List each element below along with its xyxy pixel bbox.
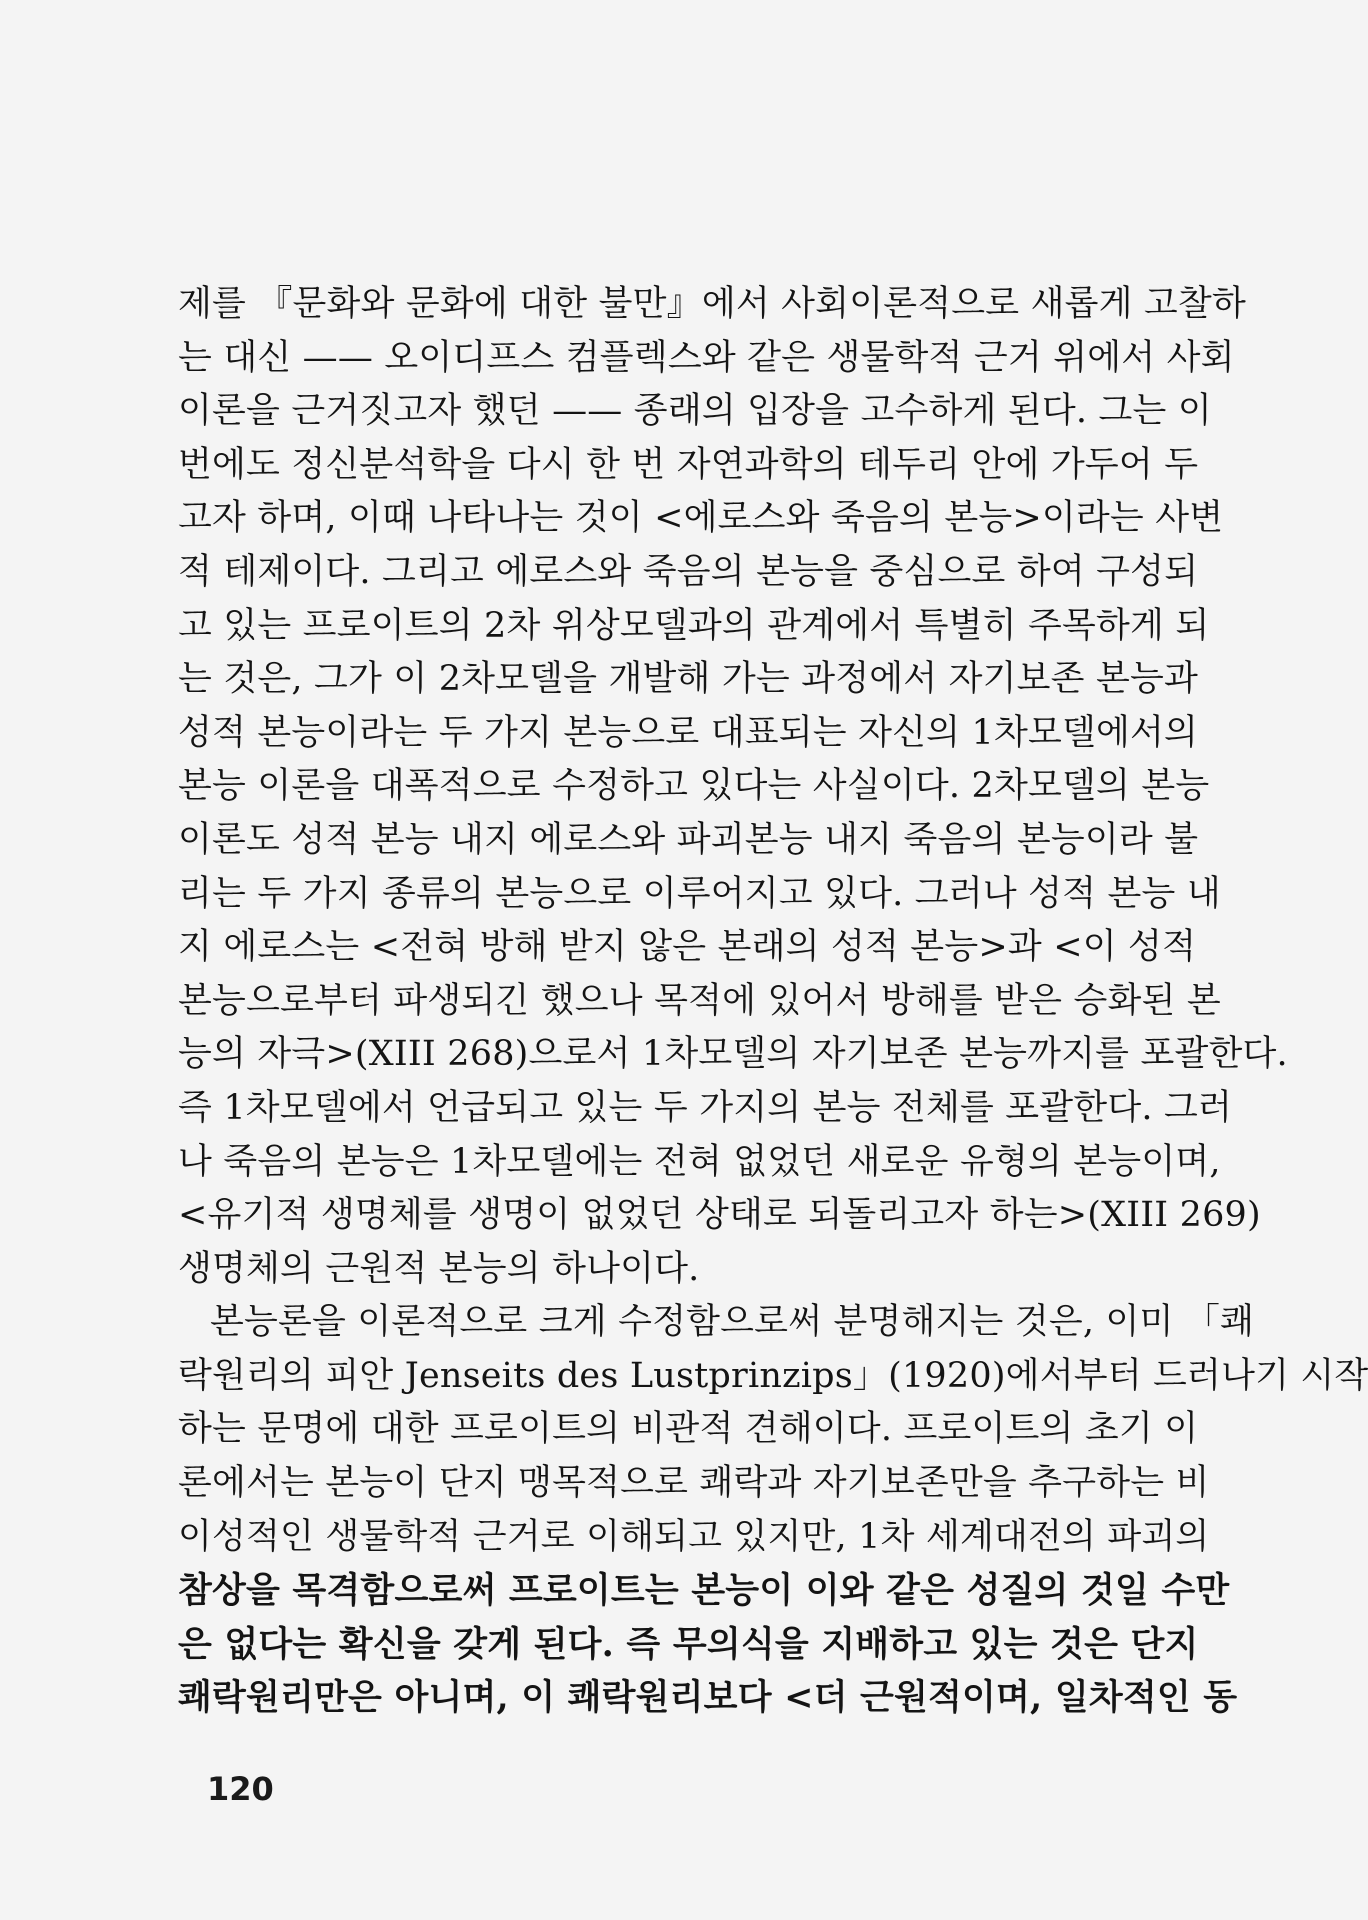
text-line: 나 죽음의 본능은 1차모델에는 전혀 없었던 새로운 유형의 본능이며, [178,1141,1221,1182]
text-line: 락원리의 피안 Jenseits des Lustprinzips」(1920)에서부터 드러나기 시작 [178,1355,1368,1396]
text-line: 하는 문명에 대한 프로이트의 비관적 견해이다. 프로이트의 초기 이 [178,1409,1199,1450]
text-line: <유기적 생명체를 생명이 없었던 상태로 되돌리고자 하는>(XIII 269) [178,1195,1261,1236]
text-line: 즉 1차모델에서 언급되고 있는 두 가지의 본능 전체를 포괄한다. 그러 [178,1087,1232,1128]
text-line: 지 에로스는 <전혀 방해 받지 않은 본래의 성적 본능>과 <이 성적 [178,927,1197,968]
text-line: 쾌락원리만은 아니며, 이 쾌락원리보다 <더 근원적이며, 일차적인 동 [178,1677,1238,1719]
page-number: 120 [207,1770,274,1808]
text-line: 참상을 목격함으로써 프로이트는 본능이 이와 같은 성질의 것일 수만 [178,1570,1230,1612]
text-line: 능의 자극>(XIII 268)으로서 1차모델의 자기보존 본능까지를 포괄한다. [178,1034,1288,1075]
text-line: 는 것은, 그가 이 2차모델을 개발해 가는 과정에서 자기보존 본능과 [178,659,1198,700]
text-line: 번에도 정신분석학을 다시 한 번 자연과학의 테두리 안에 가두어 두 [178,444,1199,485]
text-line: 이성적인 생물학적 근거로 이해되고 있지만, 1차 세계대전의 파괴의 [178,1516,1210,1557]
paragraph-end-line: 생명체의 근원적 본능의 하나이다. [178,1248,700,1289]
text-line: 고 있는 프로이트의 2차 위상모델과의 관계에서 특별히 주목하게 되 [178,605,1210,646]
text-line: 리는 두 가지 종류의 본능으로 이루어지고 있다. 그러나 성적 본능 내 [178,873,1221,914]
text-line: 론에서는 본능이 단지 맹목적으로 쾌락과 자기보존만을 추구하는 비 [178,1463,1210,1504]
text-line: 는 대신 —— 오이디프스 컴플렉스와 같은 생물학적 근거 위에서 사회 [178,337,1235,378]
paragraph-start-line: 본능론을 이론적으로 크게 수정함으로써 분명해지는 것은, 이미 「쾌 [210,1302,1255,1343]
body-text [178,278,1368,1725]
text-line: 은 없다는 확신을 갖게 된다. 즉 무의식을 지배하고 있는 것은 단지 [178,1623,1199,1665]
text-line: 본능으로부터 파생되긴 했으나 목적에 있어서 방해를 받은 승화된 본 [178,980,1221,1021]
text-line: 이론도 성적 본능 내지 에로스와 파괴본능 내지 죽음의 본능이라 불 [178,819,1199,860]
text-line: 적 테제이다. 그리고 에로스와 죽음의 본능을 중심으로 하여 구성되 [178,551,1199,592]
text-line: 본능 이론을 대폭적으로 수정하고 있다는 사실이다. 2차모델의 본능 [178,766,1210,807]
text-line: 성적 본능이라는 두 가지 본능으로 대표되는 자신의 1차모델에서의 [178,712,1199,753]
text-line: 제를 『문화와 문화에 대한 불만』에서 사회이론적으로 새롭게 고찰하 [178,284,1246,324]
text-line: 이론을 근거짓고자 했던 —— 종래의 입장을 고수하게 된다. 그는 이 [178,391,1212,432]
text-line: 고자 하며, 이때 나타나는 것이 <에로스와 죽음의 본능>이라는 사변 [178,498,1224,539]
